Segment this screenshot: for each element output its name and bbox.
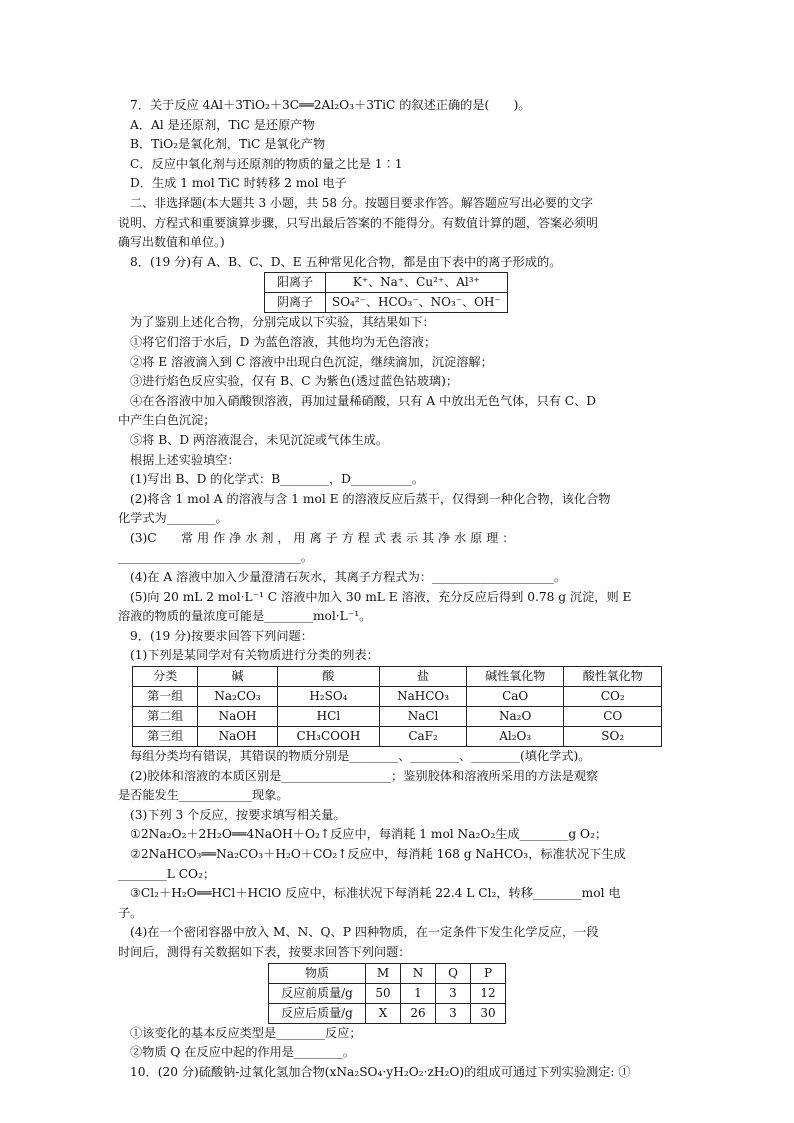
ion-table-cell: 阳离子 bbox=[265, 273, 326, 293]
q8-stem: 8．(19 分)有 A、B、C、D、E 五种常见化合物，都是由下表中的离子形成的。 bbox=[130, 254, 562, 269]
table-header-cell: P bbox=[471, 963, 506, 983]
q8-line: 为了鉴别上述化合物，分别完成以下实验，其结果如下： bbox=[130, 315, 435, 330]
q8-line: 化学式为________。 bbox=[118, 511, 228, 526]
table-cell: Na₂O bbox=[466, 707, 564, 727]
table-header-cell: Q bbox=[436, 963, 471, 983]
table-row bbox=[265, 273, 508, 293]
table-row bbox=[133, 687, 662, 707]
q7-stem: 7．关于反应 4Al＋3TiO₂＋3C══2Al₂O₃＋3TiC 的叙述正确的是( )。 bbox=[130, 98, 531, 112]
table-cell: 反应后质量/g bbox=[269, 1003, 366, 1023]
table-row bbox=[133, 727, 662, 747]
table-header-cell: N bbox=[401, 963, 436, 983]
q8-line: (4)在 A 溶液中加入少量澄清石灰水，其离子方程式为：____________________。 bbox=[130, 570, 567, 585]
q7-option-a: A．Al 是还原剂，TiC 是还原产物 bbox=[130, 117, 315, 132]
table-row bbox=[269, 983, 506, 1003]
q7-option-b: B．TiO₂是氧化剂，TiC 是氧化产物 bbox=[130, 137, 326, 152]
section2-line: 说明、方程式和重要演算步骤，只写出最后答案的不能得分。有数值计算的题，答案必须明 bbox=[118, 215, 599, 230]
q9-line: 时间后，测得有关数据如下表，按要求回答下列问题： bbox=[118, 944, 411, 959]
table-cell: SO₂ bbox=[564, 727, 662, 747]
table-cell: HCl bbox=[277, 707, 380, 727]
table-header-cell: 酸 bbox=[277, 667, 380, 687]
q9-line: (3)下列 3 个反应，按要求填写相关量。 bbox=[130, 807, 346, 822]
table-row bbox=[265, 293, 508, 313]
exam-page bbox=[118, 96, 680, 1082]
table-row bbox=[133, 707, 662, 727]
section2-heading: 二、非选择题(本大题共 3 小题，共 58 分。按题目要求作答。解答题应写出必要的文字 bbox=[130, 195, 593, 210]
table-header-row bbox=[269, 963, 506, 983]
q9-line: (2)胶体和溶液的本质区别是__________________；鉴别胶体和溶液所采用的方法是观察 bbox=[130, 768, 599, 783]
q8-line: ①将它们溶于水后，D 为蓝色溶液，其他均为无色溶液； bbox=[130, 334, 437, 349]
q9-line: ②物质 Q 在反应中起的作用是________。 bbox=[130, 1045, 355, 1060]
table-cell: NaOH bbox=[198, 707, 277, 727]
table-cell: X bbox=[366, 1003, 401, 1023]
table-cell: NaCl bbox=[380, 707, 467, 727]
q9-line: 子。 bbox=[118, 905, 143, 920]
table-row bbox=[269, 1003, 506, 1023]
table-cell: 3 bbox=[436, 983, 471, 1003]
q9-sub1: (1)下列是某同学对有关物质进行分类的列表： bbox=[130, 648, 379, 663]
q9-stem: 9．(19 分)按要求回答下列问题： bbox=[130, 628, 313, 643]
table-cell: NaOH bbox=[198, 727, 277, 747]
q9-line: ③Cl₂＋H₂O══HCl＋HClO 反应中，标准状况下每消耗 22.4 L Cl₂，转移________mol 电 bbox=[130, 886, 621, 901]
table-cell: Al₂O₃ bbox=[466, 727, 564, 747]
q8-line: (2)将含 1 mol A 的溶液与含 1 mol E 的溶液反应后蒸干，仅得到一种化合物，该化合物 bbox=[130, 491, 611, 506]
table-cell: CO bbox=[564, 707, 662, 727]
q8-line: 中产生白色沉淀； bbox=[118, 413, 216, 428]
q9-line: ①2Na₂O₂＋2H₂O══4NaOH＋O₂↑反应中，每消耗 1 mol Na₂O₂生成________g O₂； bbox=[130, 827, 608, 842]
table-cell: 1 bbox=[401, 983, 436, 1003]
table-cell: 50 bbox=[366, 983, 401, 1003]
table-header-cell: M bbox=[366, 963, 401, 983]
section2-line: 确写出数值和单位。) bbox=[118, 235, 225, 250]
q9-line: 每组分类均有错误，其错误的物质分别是________、________、________(填化学式)。 bbox=[130, 749, 591, 764]
q8-line: (3)C 常 用 作 净 水 剂 ， 用 离 子 方 程 式 表 示 其 净 水 原 理 ： bbox=[130, 530, 515, 545]
q7-option-c: C．反应中氧化剂与还原剂的物质的量之比是 1∶1 bbox=[130, 156, 403, 171]
q8-line: ⑤将 B、D 两溶液混合，未见沉淀或气体生成。 bbox=[130, 432, 389, 447]
table-cell: CO₂ bbox=[564, 687, 662, 707]
ion-table-cell: SO₄²⁻、HCO₃⁻、NO₃⁻、OH⁻ bbox=[326, 293, 508, 313]
table-cell: 12 bbox=[471, 983, 506, 1003]
table-cell: 30 bbox=[471, 1003, 506, 1023]
q9-line: ②2NaHCO₃══Na₂CO₃＋H₂O＋CO₂↑反应中，每消耗 168 g NaHCO₃，标准状况下生成 bbox=[130, 847, 626, 861]
table-cell: 第三组 bbox=[133, 727, 198, 747]
ion-table-cell: K⁺、Na⁺、Cu²⁺、Al³⁺ bbox=[326, 273, 508, 293]
table-cell: CH₃COOH bbox=[277, 727, 380, 747]
table-header-cell: 盐 bbox=[380, 667, 467, 687]
q9-line: ________L CO₂； bbox=[118, 866, 216, 881]
table-cell: CaO bbox=[466, 687, 564, 707]
q8-line: (1)写出 B、D 的化学式：B________，D__________。 bbox=[130, 472, 425, 487]
table-header-cell: 物质 bbox=[269, 963, 366, 983]
q8-line: 溶液的物质的量浓度可能是________mol·L⁻¹。 bbox=[118, 609, 372, 624]
table-cell: H₂SO₄ bbox=[277, 687, 380, 707]
q9-line: 是否能发生____________现象。 bbox=[118, 788, 289, 803]
q7-option-d: D．生成 1 mol TiC 时转移 2 mol 电子 bbox=[130, 176, 347, 191]
table-cell: 3 bbox=[436, 1003, 471, 1023]
table-cell: 26 bbox=[401, 1003, 436, 1023]
q8-line: (5)向 20 mL 2 mol·L⁻¹ C 溶液中加入 30 mL E 溶液，充分反应后得到 0.78 g 沉淀，则 E bbox=[130, 589, 632, 604]
table-header-cell: 酸性氧化物 bbox=[564, 667, 662, 687]
mass-table bbox=[268, 963, 506, 1024]
table-header-cell: 碱 bbox=[198, 667, 277, 687]
table-cell: Na₂CO₃ bbox=[198, 687, 277, 707]
q8-line: 根据上述实验填空： bbox=[130, 452, 240, 467]
ion-table-cell: 阴离子 bbox=[265, 293, 326, 313]
q8-line: ③进行焰色反应实验，仅有 B、C 为紫色(透过蓝色钴玻璃)； bbox=[130, 374, 459, 389]
q9-line: ①该变化的基本反应类型是________反应； bbox=[130, 1025, 362, 1040]
classification-table bbox=[132, 666, 662, 747]
table-cell: 反应前质量/g bbox=[269, 983, 366, 1003]
q10-stem: 10．(20 分)硫酸钠-过氧化氢加合物(xNa₂SO₄·yH₂O₂·zH₂O)的组成可通过下列实验测定: ① bbox=[130, 1064, 631, 1079]
table-header-cell: 碱性氧化物 bbox=[466, 667, 564, 687]
table-cell: CaF₂ bbox=[380, 727, 467, 747]
table-header-cell: 分类 bbox=[133, 667, 198, 687]
q8-line: ④在各溶液中加入硝酸钡溶液，再加过量稀硝酸，只有 A 中放出无色气体，只有 C、D bbox=[130, 393, 597, 408]
table-cell: 第一组 bbox=[133, 687, 198, 707]
table-header-row bbox=[133, 667, 662, 687]
q8-line: ②将 E 溶液滴入到 C 溶液中出现白色沉淀，继续滴加，沉淀溶解； bbox=[130, 354, 493, 369]
ion-table bbox=[264, 272, 508, 313]
q9-line: (4)在一个密闭容器中放入 M、N、Q、P 四种物质，在一定条件下发生化学反应，一段 bbox=[130, 925, 599, 940]
table-cell: 第二组 bbox=[133, 707, 198, 727]
q8-line: ______________________________。 bbox=[118, 550, 313, 565]
table-cell: NaHCO₃ bbox=[380, 687, 467, 707]
